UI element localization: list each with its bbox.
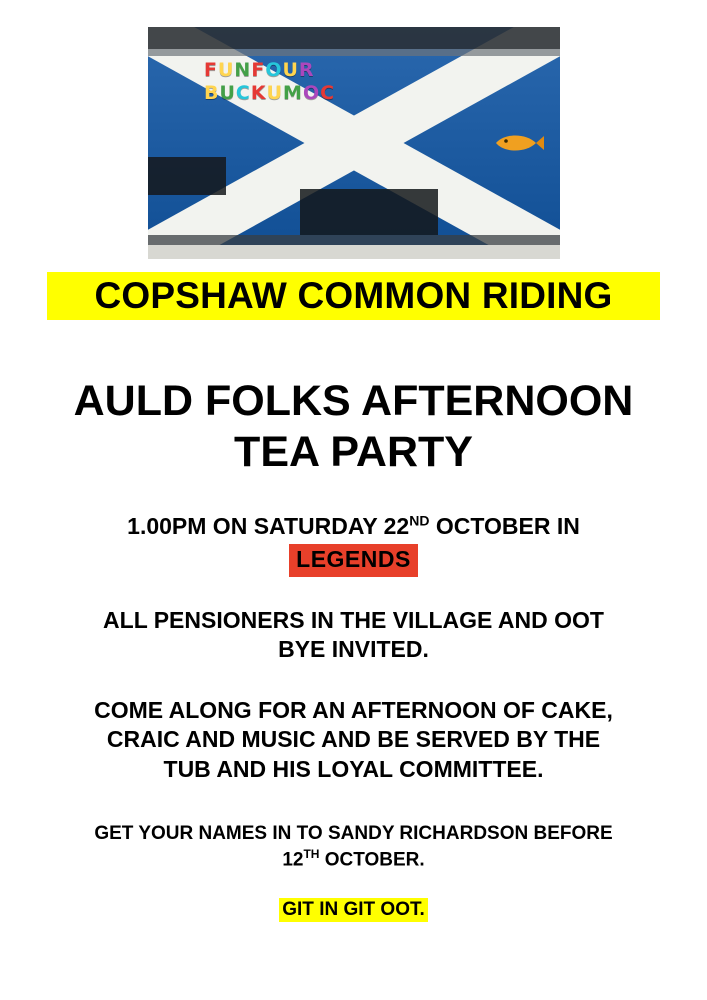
banner-letter: K	[250, 82, 267, 104]
photo-bottom-strip-secondary	[148, 235, 560, 245]
event-datetime-line	[0, 512, 707, 541]
signup-paragraph-line-1: GET YOUR NAMES IN TO SANDY RICHARDSON BEFORE	[94, 823, 613, 844]
banner-letter: C	[235, 82, 251, 104]
signup-paragraph	[0, 822, 707, 873]
details-paragraph	[0, 696, 707, 784]
event-datetime-suffix: OCTOBER IN	[429, 513, 580, 539]
banner-letter: C	[320, 82, 336, 104]
page-title-highlight	[47, 272, 660, 320]
event-datetime	[0, 512, 707, 577]
page-title: COPSHAW COMMON RIDING	[94, 275, 613, 316]
details-paragraph-line-2: CRAIC AND MUSIC AND BE SERVED BY THE	[106, 726, 601, 753]
banner-letter: M	[283, 82, 303, 104]
banner-letter: U	[219, 82, 236, 104]
details-paragraph-line-3: TUB AND HIS LOYAL COMMITTEE.	[163, 755, 544, 782]
banner-letter: U	[266, 82, 284, 104]
banner-letter: R	[298, 59, 315, 81]
details-paragraph-line-1: COME ALONG FOR AN AFTERNOON OF CAKE,	[94, 697, 613, 723]
banner-lettering	[204, 61, 434, 103]
event-venue-line	[0, 541, 707, 576]
banner-lettering-line-1	[204, 61, 434, 80]
invite-paragraph-line-1: ALL PENSIONERS IN THE VILLAGE AND OOT	[103, 607, 604, 633]
event-datetime-prefix: 1.00PM ON SATURDAY 22	[127, 513, 410, 539]
event-date-ordinal: ND	[409, 512, 430, 529]
event-headline-line-2: TEA PARTY	[234, 427, 473, 476]
saltire-flag-photo	[148, 27, 560, 259]
signup-deadline-line	[0, 847, 707, 873]
banner-letter: F	[251, 59, 266, 81]
signup-deadline-day: 12	[282, 849, 304, 871]
signup-deadline-month: OCTOBER.	[319, 849, 425, 871]
banner-lettering-line-2	[204, 84, 434, 103]
photo-dark-block-left	[148, 157, 226, 195]
photo-top-strip	[148, 27, 560, 49]
fish-icon	[492, 131, 544, 155]
closing-line-text: GIT IN GIT OOT.	[279, 898, 428, 922]
banner-letter: B	[204, 82, 220, 104]
event-headline-line-1: AULD FOLKS AFTERNOON	[73, 377, 634, 425]
banner-letter: O	[302, 82, 321, 104]
event-headline	[0, 376, 707, 477]
banner-letter: O	[265, 59, 283, 81]
banner-letter: U	[217, 59, 235, 81]
photo-top-strip-secondary	[148, 49, 560, 56]
banner-letter: F	[204, 59, 218, 81]
event-venue: LEGENDS	[289, 544, 418, 576]
invite-paragraph-line-2: BYE INVITED.	[278, 636, 429, 663]
photo-bottom-strip	[148, 245, 560, 259]
photo-dark-block-middle	[300, 189, 438, 235]
invite-paragraph	[0, 606, 707, 665]
banner-letter: U	[282, 59, 299, 81]
banner-letter: N	[234, 59, 252, 81]
closing-line	[0, 898, 707, 922]
signup-deadline-ordinal: TH	[303, 846, 320, 861]
